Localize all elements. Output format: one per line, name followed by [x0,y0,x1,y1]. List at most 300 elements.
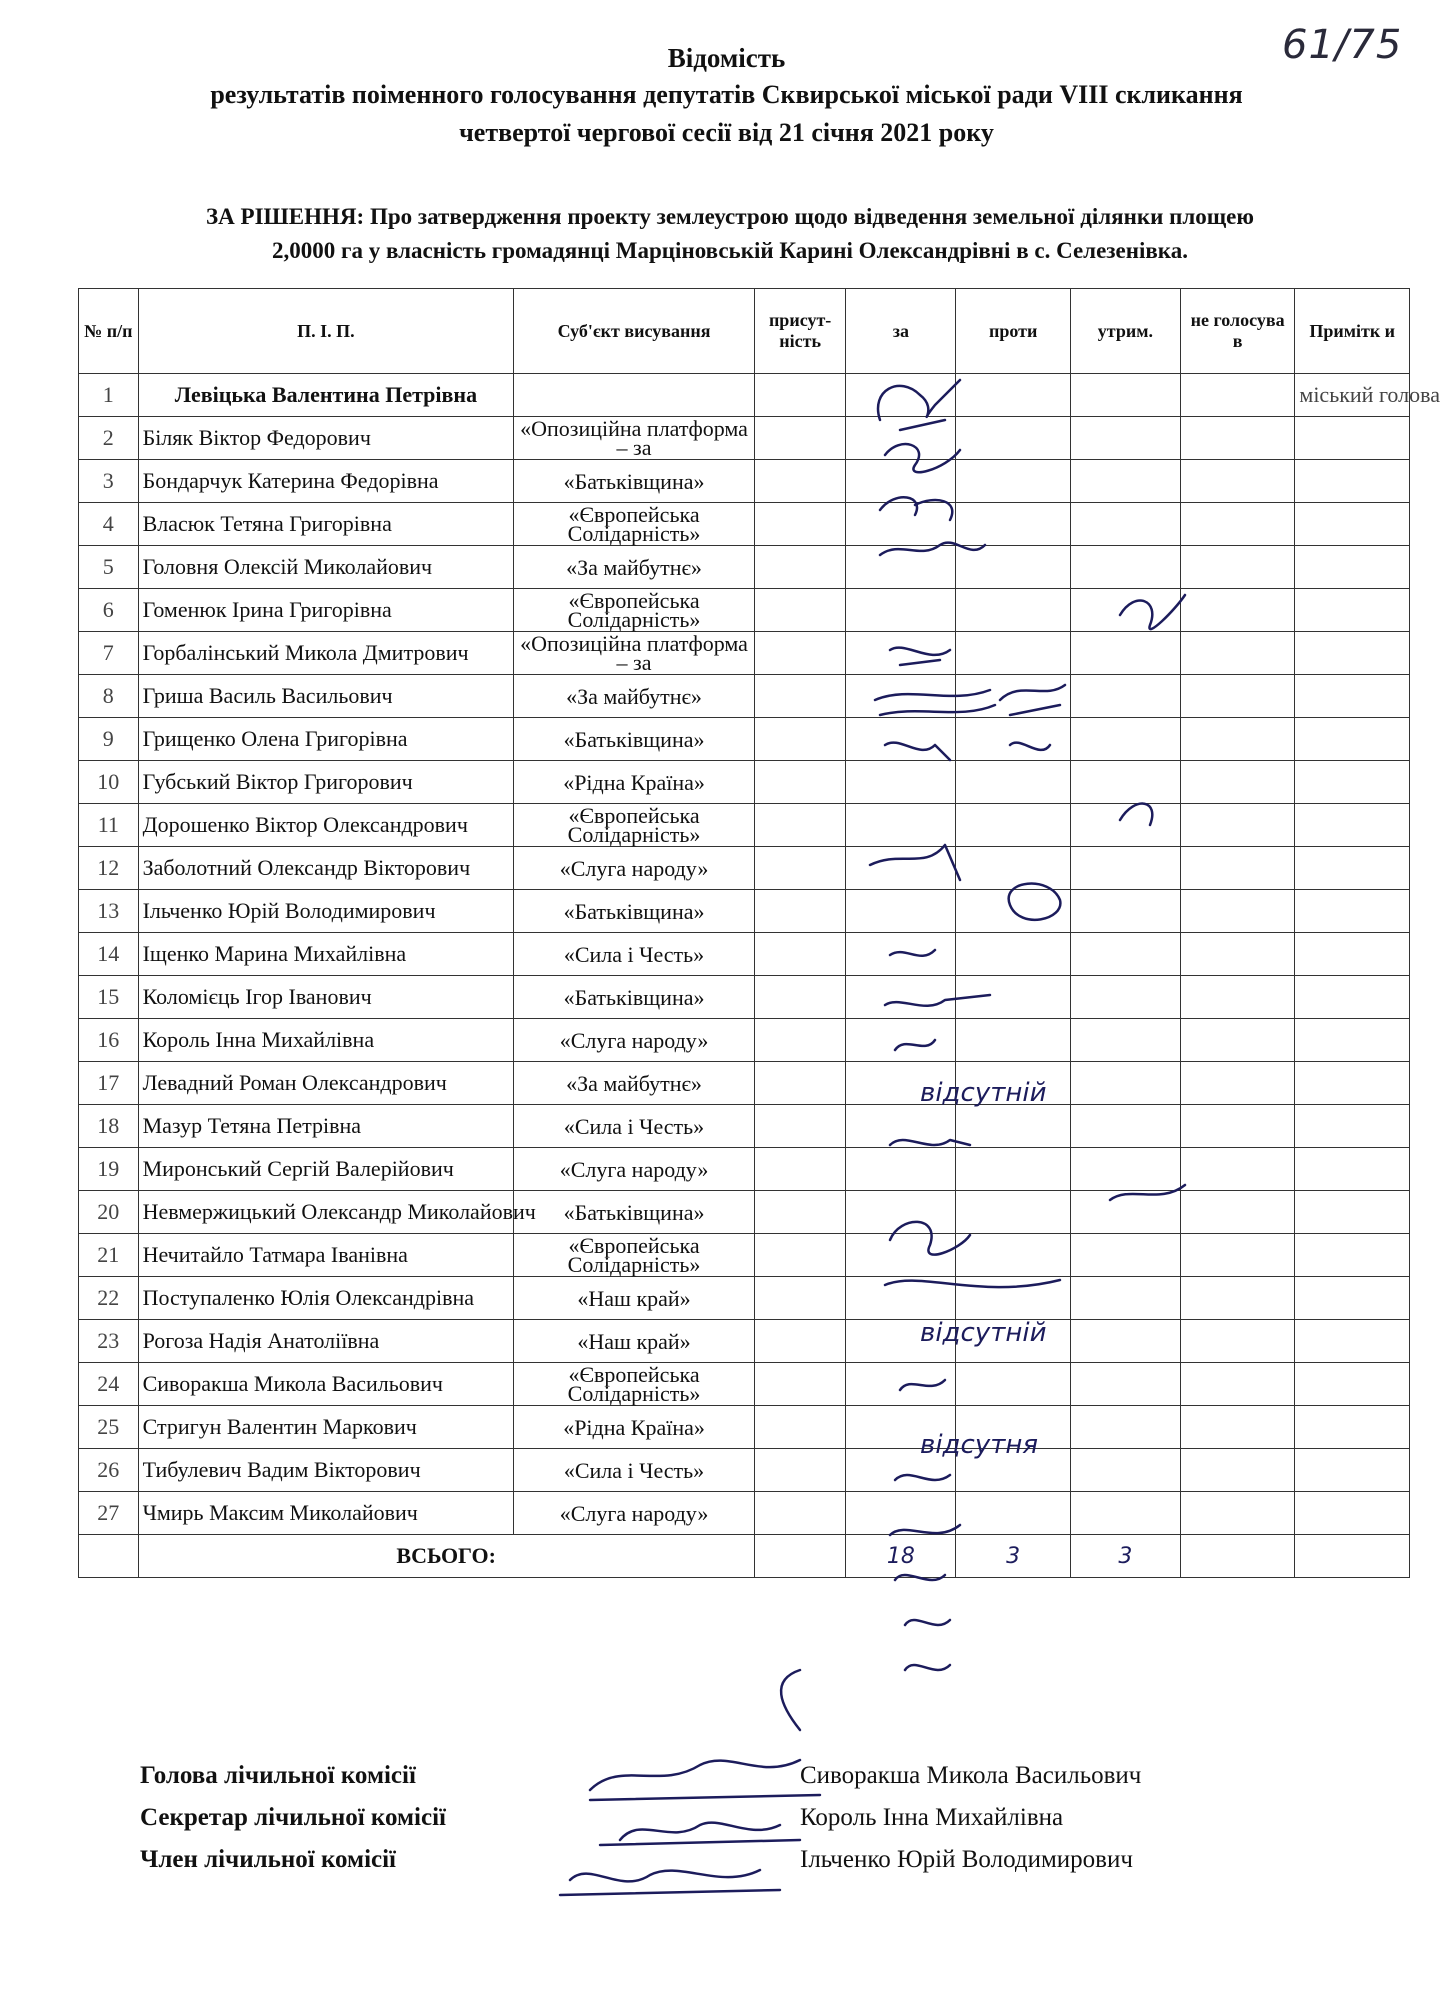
cell-empty [79,1535,139,1578]
cell-present [754,976,846,1019]
cell-name: Біляк Віктор Федорович [138,417,514,460]
cell-present [754,1363,846,1406]
cell-num: 5 [79,546,139,589]
table-row [79,503,1410,546]
cell-note [1295,1148,1410,1191]
header-present: присут-ність [754,289,846,374]
cell-party: «Наш край» [514,1277,755,1320]
cell-num: 19 [79,1148,139,1191]
cell-num: 9 [79,718,139,761]
cell-name: Мазур Тетяна Петрівна [138,1105,514,1148]
cell-against [956,1105,1071,1148]
table-row [79,761,1410,804]
cell-abstain [1070,1320,1180,1363]
cell-abstain [1070,675,1180,718]
total-against: 3 [956,1535,1071,1578]
cell-abstain [1070,1277,1180,1320]
cell-party: «Сила і Честь» [514,1449,755,1492]
cell-against [956,374,1071,417]
cell-not-voted [1180,632,1295,675]
signature-total-mark [781,1670,800,1730]
cell-against [956,417,1071,460]
signature-present-27 [905,1665,950,1670]
cell-note [1295,1406,1410,1449]
document-subtitle-line1: результатів поіменного голосування депутатів Сквирської міської ради VIII скликання [210,80,1243,109]
cell-against [956,675,1071,718]
cell-for [846,1105,956,1148]
cell-note [1295,1449,1410,1492]
cell-note [1295,417,1410,460]
cell-num: 26 [79,1449,139,1492]
cell-num: 22 [79,1277,139,1320]
table-row [79,804,1410,847]
cell-for [846,1148,956,1191]
cell-num: 17 [79,1062,139,1105]
header-abstain: утрим. [1070,289,1180,374]
cell-note [1295,503,1410,546]
cell-name: Чмирь Максим Миколайович [138,1492,514,1535]
cell-present [754,890,846,933]
cell-not-voted [1180,1320,1295,1363]
cell-not-voted [1180,1019,1295,1062]
table-row [79,1449,1410,1492]
cell-note [1295,1234,1410,1277]
cell-against [956,976,1071,1019]
cell-party: «Європейська Солідарність» [514,589,755,632]
cell-not-voted [1180,589,1295,632]
cell-against [956,1277,1071,1320]
cell-for [846,1019,956,1062]
cell-name: Тибулевич Вадим Вікторович [138,1449,514,1492]
cell-party: «За майбутнє» [514,546,755,589]
cell-party: «Рідна Країна» [514,1406,755,1449]
cell-name: Рогоза Надія Анатоліївна [138,1320,514,1363]
cell-against [956,1148,1071,1191]
cell-abstain [1070,589,1180,632]
cell-for [846,890,956,933]
total-label: ВСЬОГО: [138,1535,754,1578]
decision-text [70,200,1390,268]
cell-present [754,417,846,460]
cell-not-voted [1180,890,1295,933]
cell-not-voted [1180,804,1295,847]
cell-note [1295,890,1410,933]
table-row [79,1320,1410,1363]
cell-for [846,374,956,417]
header-against: проти [956,289,1071,374]
counting-commission [140,1762,1340,1888]
table-row [79,460,1410,503]
header-for: за [846,289,956,374]
commission-role: Член лічильної комісії [140,1846,397,1873]
cell-name: Дорошенко Віктор Олександрович [138,804,514,847]
cell-not-voted [1180,718,1295,761]
handwritten-absent-20: відсутній [920,1318,1047,1348]
cell-note [1295,1191,1410,1234]
cell-abstain [1070,976,1180,1019]
cell-party: «За майбутнє» [514,675,755,718]
cell-not-voted [1180,761,1295,804]
cell-present [754,847,846,890]
table-row [79,1406,1410,1449]
table-row [79,847,1410,890]
cell-present [754,1492,846,1535]
cell-present [754,933,846,976]
cell-present [754,1105,846,1148]
cell-name: Левіцька Валентина Петрівна [138,374,514,417]
cell-against [956,1191,1071,1234]
cell-note [1295,460,1410,503]
commission-role: Голова лічильної комісії [140,1762,416,1789]
document-subtitle-line2: четвертої чергової сесії від 21 січня 2021 року [459,118,994,147]
cell-present [754,1320,846,1363]
cell-num: 4 [79,503,139,546]
cell-num: 12 [79,847,139,890]
cell-for [846,675,956,718]
cell-not-voted [1180,1148,1295,1191]
cell-num: 25 [79,1406,139,1449]
header-party: Суб'єкт висування [514,289,755,374]
table-row [79,589,1410,632]
cell-against [956,933,1071,976]
handwritten-absent-22: відсутня [920,1430,1038,1460]
cell-party: «Батьківщина» [514,460,755,503]
cell-note [1295,976,1410,1019]
cell-party: «Сила і Честь» [514,933,755,976]
cell-for [846,718,956,761]
cell-for [846,546,956,589]
cell-against [956,589,1071,632]
cell-note [1295,1277,1410,1320]
cell-note: міський голова [1295,374,1410,417]
commission-role: Секретар лічильної комісії [140,1804,446,1831]
table-header-row [79,289,1410,374]
cell-present [754,1191,846,1234]
table-row [79,546,1410,589]
cell-against [956,503,1071,546]
cell-for [846,1363,956,1406]
cell-not-voted [1180,933,1295,976]
commission-person: Ільченко Юрій Володимирович [800,1846,1133,1873]
cell-name: Грищенко Олена Григорівна [138,718,514,761]
cell-name: Нечитайло Татмара Іванівна [138,1234,514,1277]
cell-name: Стригун Валентин Маркович [138,1406,514,1449]
cell-abstain [1070,890,1180,933]
cell-abstain [1070,1148,1180,1191]
total-row [79,1535,1410,1578]
cell-num: 15 [79,976,139,1019]
cell-present [754,632,846,675]
cell-party: «Опозиційна платформа – за [514,632,755,675]
cell-name: Невмержицький Олександр Миколайович [138,1191,514,1234]
cell-present [754,1148,846,1191]
cell-note [1295,1320,1410,1363]
cell-for [846,761,956,804]
cell-empty [754,1535,846,1578]
table-row [79,718,1410,761]
cell-against [956,761,1071,804]
cell-abstain [1070,1492,1180,1535]
cell-not-voted [1180,546,1295,589]
cell-party: «Опозиційна платформа – за [514,417,755,460]
cell-party [514,374,755,417]
cell-not-voted [1180,1277,1295,1320]
document-header [0,40,1453,152]
cell-note [1295,1105,1410,1148]
cell-note [1295,933,1410,976]
cell-party: «Європейська Солідарність» [514,1363,755,1406]
page-number: 61/75 [1282,22,1403,68]
cell-for [846,1191,956,1234]
table-row [79,1019,1410,1062]
cell-party: «Батьківщина» [514,976,755,1019]
cell-num: 8 [79,675,139,718]
cell-note [1295,1363,1410,1406]
cell-name: Ільченко Юрій Володимирович [138,890,514,933]
cell-party: «Європейська Солідарність» [514,1234,755,1277]
cell-abstain [1070,417,1180,460]
cell-note [1295,589,1410,632]
cell-num: 2 [79,417,139,460]
cell-num: 23 [79,1320,139,1363]
cell-present [754,718,846,761]
cell-not-voted [1180,503,1295,546]
cell-abstain [1070,1406,1180,1449]
cell-num: 16 [79,1019,139,1062]
cell-present [754,1019,846,1062]
cell-name: Бондарчук Катерина Федорівна [138,460,514,503]
cell-name: Головня Олексій Миколайович [138,546,514,589]
cell-name: Заболотний Олександр Вікторович [138,847,514,890]
cell-party: «Наш край» [514,1320,755,1363]
cell-num: 7 [79,632,139,675]
cell-note [1295,718,1410,761]
header-num: № п/п [79,289,139,374]
cell-abstain [1070,1234,1180,1277]
cell-note [1295,847,1410,890]
decision-line2: 2,0000 га у власність громадянці Марціновській Карині Олександрівні в с. Селезенівка. [272,238,1188,263]
cell-not-voted [1180,1062,1295,1105]
table-body [79,374,1440,1578]
cell-num: 21 [79,1234,139,1277]
cell-present [754,1234,846,1277]
cell-present [754,503,846,546]
cell-not-voted [1180,847,1295,890]
cell-party: «Сила і Честь» [514,1105,755,1148]
header-note: Примітк и [1295,289,1410,374]
cell-name: Поступаленко Юлія Олександрівна [138,1277,514,1320]
table-row [79,675,1410,718]
cell-abstain [1070,1191,1180,1234]
cell-against [956,804,1071,847]
cell-note [1295,632,1410,675]
cell-num: 20 [79,1191,139,1234]
cell-party: «Слуга народу» [514,1148,755,1191]
document-title: Відомість [667,43,786,73]
table-row [79,1277,1410,1320]
cell-party: «Батьківщина» [514,718,755,761]
cell-abstain [1070,1019,1180,1062]
cell-abstain [1070,1449,1180,1492]
header-name: П. І. П. [138,289,514,374]
cell-name: Гоменюк Ірина Григорівна [138,589,514,632]
cell-present [754,589,846,632]
cell-present [754,460,846,503]
cell-for [846,933,956,976]
cell-against [956,847,1071,890]
cell-against [956,718,1071,761]
cell-present [754,374,846,417]
cell-abstain [1070,933,1180,976]
cell-num: 18 [79,1105,139,1148]
table-row [79,1191,1410,1234]
cell-not-voted [1180,1105,1295,1148]
signature-present-26 [905,1620,950,1625]
cell-for [846,976,956,1019]
cell-empty [1295,1535,1410,1578]
cell-present [754,1277,846,1320]
table-row [79,632,1410,675]
cell-not-voted [1180,1406,1295,1449]
cell-note [1295,675,1410,718]
cell-num: 10 [79,761,139,804]
cell-name: Губський Віктор Григорович [138,761,514,804]
cell-abstain [1070,804,1180,847]
cell-for [846,632,956,675]
cell-abstain [1070,460,1180,503]
cell-name: Іщенко Марина Михайлівна [138,933,514,976]
cell-note [1295,1492,1410,1535]
cell-name: Сиворакша Микола Васильович [138,1363,514,1406]
cell-for [846,417,956,460]
cell-party: «За майбутнє» [514,1062,755,1105]
cell-not-voted [1180,1492,1295,1535]
cell-num: 3 [79,460,139,503]
cell-party: «Європейська Солідарність» [514,503,755,546]
cell-abstain [1070,761,1180,804]
cell-present [754,804,846,847]
cell-name: Гриша Василь Васильович [138,675,514,718]
cell-against [956,460,1071,503]
cell-note [1295,1019,1410,1062]
cell-against [956,890,1071,933]
cell-num: 1 [79,374,139,417]
cell-against [956,1019,1071,1062]
cell-present [754,546,846,589]
cell-num: 24 [79,1363,139,1406]
cell-not-voted [1180,1363,1295,1406]
table-row [79,417,1410,460]
cell-not-voted [1180,1234,1295,1277]
cell-abstain [1070,632,1180,675]
cell-not-voted [1180,1449,1295,1492]
cell-present [754,761,846,804]
cell-for [846,1234,956,1277]
voting-table [78,288,1440,1578]
cell-against [956,632,1071,675]
cell-note [1295,546,1410,589]
cell-abstain [1070,718,1180,761]
cell-present [754,1406,846,1449]
cell-for [846,804,956,847]
table-row [79,890,1410,933]
cell-abstain [1070,1062,1180,1105]
cell-num: 6 [79,589,139,632]
cell-present [754,675,846,718]
cell-for [846,1277,956,1320]
cell-party: «Слуга народу» [514,1492,755,1535]
commission-row [140,1846,1340,1888]
commission-row [140,1804,1340,1846]
cell-note [1295,761,1410,804]
cell-not-voted [1180,460,1295,503]
cell-name: Король Інна Михайлівна [138,1019,514,1062]
commission-person: Король Інна Михайлівна [800,1804,1064,1831]
cell-abstain [1070,374,1180,417]
cell-party: «Рідна Країна» [514,761,755,804]
cell-against [956,546,1071,589]
commission-row [140,1762,1340,1804]
cell-abstain [1070,1105,1180,1148]
cell-party: «Європейська Солідарність» [514,804,755,847]
cell-present [754,1449,846,1492]
commission-person: Сиворакша Микола Васильович [800,1762,1142,1789]
cell-name: Левадний Роман Олександрович [138,1062,514,1105]
table-row [79,933,1410,976]
table-row [79,1062,1410,1105]
cell-num: 11 [79,804,139,847]
cell-name: Коломієць Ігор Іванович [138,976,514,1019]
cell-abstain [1070,503,1180,546]
cell-not-voted [1180,374,1295,417]
cell-party: «Слуга народу» [514,847,755,890]
cell-name: Горбалінський Микола Дмитрович [138,632,514,675]
cell-abstain [1070,546,1180,589]
cell-empty [1180,1535,1295,1578]
cell-for [846,503,956,546]
cell-num: 14 [79,933,139,976]
table-row [79,374,1410,417]
cell-not-voted [1180,675,1295,718]
cell-note [1295,1062,1410,1105]
table-row [79,1105,1410,1148]
cell-party: «Батьківщина» [514,1191,755,1234]
table-row [79,1363,1410,1406]
cell-not-voted [1180,1191,1295,1234]
table-row [79,976,1410,1019]
header-not-voted: не голосува в [1180,289,1295,374]
cell-against [956,1363,1071,1406]
total-for: 18 [846,1535,956,1578]
cell-abstain [1070,1363,1180,1406]
cell-name: Власюк Тетяна Григорівна [138,503,514,546]
cell-party: «Батьківщина» [514,890,755,933]
cell-against [956,1234,1071,1277]
cell-against [956,1492,1071,1535]
decision-line1: ЗА РІШЕННЯ: Про затвердження проекту землеустрою щодо відведення земельної ділянки площею [206,204,1254,229]
cell-present [754,1062,846,1105]
cell-abstain [1070,847,1180,890]
cell-for [846,589,956,632]
table-row [79,1234,1410,1277]
cell-not-voted [1180,417,1295,460]
total-abstain: 3 [1070,1535,1180,1578]
cell-not-voted [1180,976,1295,1019]
cell-name: Миронський Сергій Валерійович [138,1148,514,1191]
handwritten-absent-15: відсутній [920,1078,1047,1108]
table-row [79,1492,1410,1535]
cell-num: 13 [79,890,139,933]
